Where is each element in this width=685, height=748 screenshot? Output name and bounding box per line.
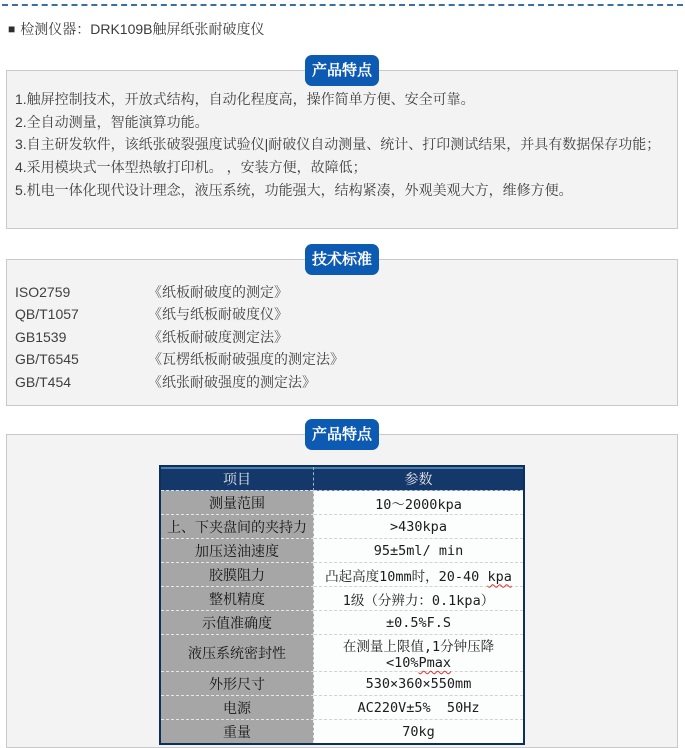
page-title-text: 检测仪器：DRK109B触屏纸张耐破度仪 bbox=[20, 21, 265, 37]
spec-label: 上、下夹盘间的夹持力 bbox=[160, 515, 314, 539]
standards-list bbox=[7, 260, 677, 405]
spec-label: 电源 bbox=[160, 696, 314, 720]
misspelled-word: Pmax bbox=[418, 655, 452, 672]
square-bullet-icon: ■ bbox=[8, 22, 16, 36]
standard-code: GB/T6545 bbox=[15, 351, 79, 368]
top-dashed-divider bbox=[2, 4, 683, 6]
spec-column-header: 项目 bbox=[160, 466, 314, 491]
spec-value: 在测量上限值,1分钟压降<10%Pmax bbox=[314, 635, 525, 672]
standard-row bbox=[15, 303, 665, 325]
spec-row bbox=[160, 515, 524, 539]
page-title bbox=[8, 19, 677, 39]
standard-row bbox=[15, 348, 665, 370]
specs-panel bbox=[6, 426, 678, 748]
standards-panel bbox=[6, 251, 678, 406]
spec-row bbox=[160, 635, 524, 672]
feature-item: 3.自主研发软件，该纸张破裂强度试验仪|耐破仪自动测量、统计、打印测试结果，并具有数据保存功能； bbox=[15, 136, 661, 153]
spec-value: AC220V±5% 50Hz bbox=[314, 696, 525, 720]
spec-table bbox=[159, 465, 525, 745]
feature-item: 2.全自动测量，智能演算功能。 bbox=[15, 113, 209, 130]
standard-code: ISO2759 bbox=[15, 284, 71, 300]
spec-column-header: 参数 bbox=[314, 466, 525, 491]
spec-value: >430kpa bbox=[314, 515, 525, 539]
spec-row bbox=[160, 672, 524, 696]
spec-label: 测量范围 bbox=[160, 491, 314, 515]
spec-value: ±0.5%F.S bbox=[314, 611, 525, 635]
standard-name: 《纸张耐破强度的测定法》 bbox=[148, 373, 316, 390]
feature-item: 1.触屏控制技术，开放式结构，自动化程度高，操作简单方便、安全可靠。 bbox=[15, 91, 475, 107]
misspelled-word: kpa bbox=[487, 568, 512, 585]
spec-label: 液压系统密封性 bbox=[160, 635, 314, 672]
standard-code: GB/T454 bbox=[15, 373, 72, 390]
spec-row bbox=[160, 563, 524, 587]
standard-row bbox=[15, 326, 665, 348]
spec-row bbox=[160, 539, 524, 563]
standard-name: 《纸与纸板耐破度仪》 bbox=[148, 306, 288, 323]
standard-name: 《瓦楞纸板耐破强度的测定法》 bbox=[148, 351, 344, 368]
standard-name: 《纸板耐破度的测定》 bbox=[148, 284, 288, 300]
spec-row bbox=[160, 696, 524, 720]
spec-label: 示值准确度 bbox=[160, 611, 314, 635]
spec-row bbox=[160, 587, 524, 611]
spec-label: 整机精度 bbox=[160, 587, 314, 611]
spec-value: 70kg bbox=[314, 720, 525, 745]
specs-badge: 产品特点 bbox=[305, 419, 379, 450]
spec-label: 外形尺寸 bbox=[160, 672, 314, 696]
spec-value: 凸起高度10mm时，20-40 kpa bbox=[314, 563, 525, 587]
spec-row bbox=[160, 720, 524, 745]
standard-row bbox=[15, 371, 665, 393]
spec-row bbox=[160, 491, 524, 515]
spec-label: 胶膜阻力 bbox=[160, 563, 314, 587]
standard-name: 《纸板耐破度测定法》 bbox=[148, 328, 288, 345]
feature-item: 4.采用模块式一体型热敏打印机。 ，安装方便，故障低； bbox=[15, 159, 367, 176]
features-badge: 产品特点 bbox=[305, 55, 379, 86]
spec-value: 95±5ml/ min bbox=[314, 539, 525, 563]
spec-row bbox=[160, 611, 524, 635]
feature-item: 5.机电一体化现代设计理念，液压系统，功能强大，结构紧凑，外观美观大方，维修方便。 bbox=[15, 181, 573, 198]
standards-badge: 技术标准 bbox=[305, 244, 379, 275]
spec-value: 530×360×550mm bbox=[314, 672, 525, 696]
spec-table-body bbox=[160, 491, 524, 745]
spec-table-header-row bbox=[160, 466, 524, 491]
spec-value: 10～2000kpa bbox=[314, 491, 525, 515]
standard-code: QB/T1057 bbox=[15, 306, 79, 323]
features-panel bbox=[6, 62, 678, 229]
spec-label: 加压送油速度 bbox=[160, 539, 314, 563]
standard-row bbox=[15, 281, 665, 303]
spec-value: 1级（分辨力：0.1kpa） bbox=[314, 587, 525, 611]
standard-code: GB1539 bbox=[15, 328, 67, 345]
features-list bbox=[7, 71, 677, 212]
spec-label: 重量 bbox=[160, 720, 314, 745]
